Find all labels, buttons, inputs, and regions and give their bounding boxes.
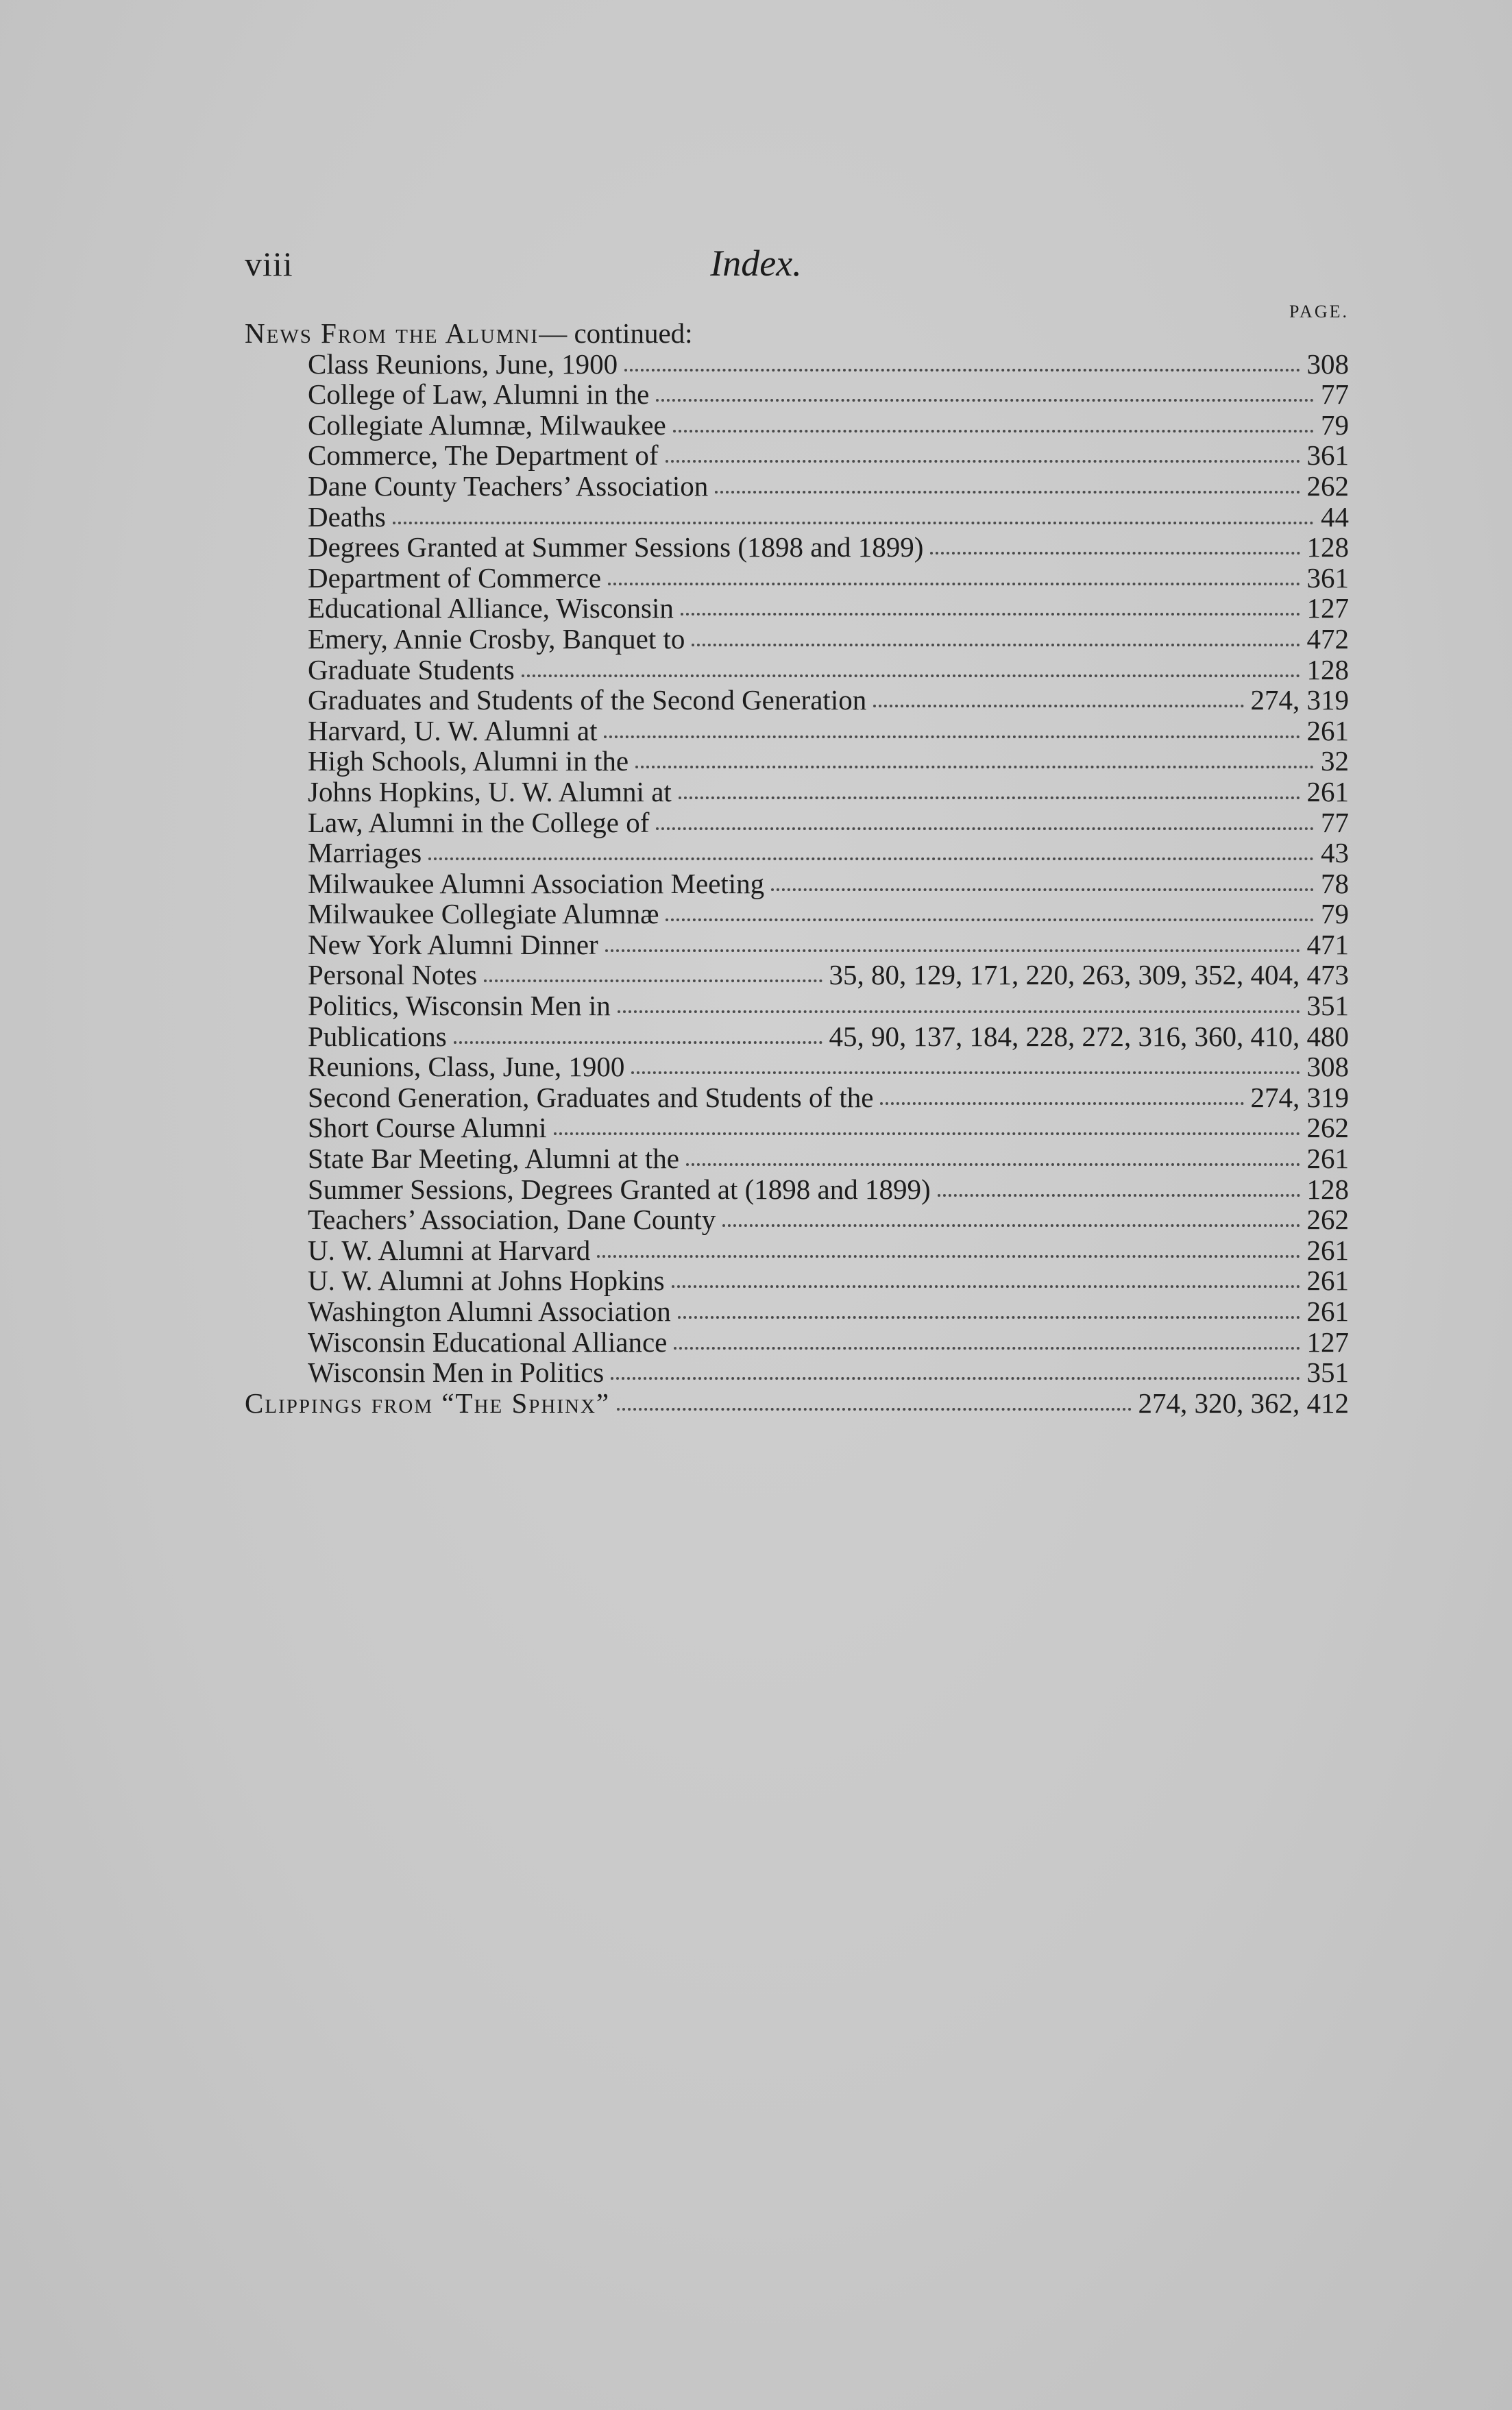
index-entry (245, 624, 1349, 655)
dot-leader (617, 1407, 1131, 1411)
page-folio: viii (245, 245, 293, 283)
index-entry (245, 563, 1349, 594)
index-entry (245, 1021, 1349, 1052)
dot-leader (608, 582, 1300, 585)
dot-leader (673, 429, 1314, 433)
dot-leader (880, 1101, 1243, 1105)
running-title: Index. (710, 243, 802, 284)
entry-label: Milwaukee Alumni Association Meeting (308, 867, 765, 899)
section-heading-label: News From the Alumni (245, 317, 539, 349)
entry-label: Wisconsin Men in Politics (308, 1356, 605, 1389)
entry-pages: 351 (1306, 990, 1349, 1022)
entry-label: U. W. Alumni at Harvard (308, 1234, 591, 1266)
entry-pages: 274, 319 (1250, 1081, 1349, 1113)
entry-pages: 45, 90, 137, 184, 228, 272, 316, 360, 410, 480 (829, 1020, 1349, 1052)
index-entry (245, 349, 1349, 380)
entry-label: College of Law, Alumni in the (308, 378, 650, 411)
entry-label: Washington Alumni Association (308, 1295, 671, 1327)
entry-pages: 261 (1306, 1295, 1349, 1327)
entry-pages: 471 (1306, 928, 1349, 960)
entry-pages: 308 (1306, 1051, 1349, 1083)
index-entry (245, 379, 1349, 410)
index-entry (245, 1296, 1349, 1327)
dot-leader (681, 612, 1300, 616)
final-entry-label: Clippings from “The Sphinx” (245, 1387, 611, 1419)
entry-label: Personal Notes (308, 959, 478, 991)
entry-pages: 274, 319 (1250, 684, 1349, 716)
index-entries (245, 318, 1349, 1418)
entry-pages: 261 (1306, 775, 1349, 807)
index-entry (245, 502, 1349, 533)
dot-leader (679, 796, 1300, 799)
entry-pages: 262 (1306, 1112, 1349, 1144)
index-entry (245, 899, 1349, 929)
entry-label: Publications (308, 1020, 447, 1052)
dot-leader (554, 1132, 1300, 1135)
index-entry (245, 1051, 1349, 1082)
entry-label: Johns Hopkins, U. W. Alumni at (308, 775, 672, 807)
entry-pages: 35, 80, 129, 171, 220, 263, 309, 352, 404, 473 (829, 959, 1349, 991)
entry-pages: 77 (1321, 806, 1349, 838)
entry-pages: 32 (1321, 745, 1349, 777)
entry-pages: 43 (1321, 837, 1349, 869)
index-entry (245, 716, 1349, 746)
entry-label: Commerce, The Department of (308, 439, 659, 472)
entry-label: High Schools, Alumni in the (308, 745, 629, 777)
dot-leader (656, 398, 1314, 402)
dot-leader (605, 949, 1300, 952)
dot-leader (930, 551, 1300, 555)
index-entry (245, 685, 1349, 716)
section-heading-suffix: — continued: (539, 317, 693, 349)
entry-pages: 261 (1306, 1265, 1349, 1297)
index-entry (245, 532, 1349, 563)
dot-leader (686, 1163, 1300, 1166)
entry-label: Politics, Wisconsin Men in (308, 990, 611, 1022)
entry-pages: 77 (1321, 378, 1349, 411)
dot-leader (666, 459, 1300, 463)
entry-label: Dane County Teachers’ Association (308, 470, 709, 502)
index-entry (245, 655, 1349, 685)
entry-label: Class Reunions, June, 1900 (308, 348, 618, 380)
dot-leader (428, 857, 1314, 860)
dot-leader (722, 1224, 1300, 1227)
index-entry (245, 1204, 1349, 1235)
entry-pages: 351 (1306, 1356, 1349, 1389)
index-entry (245, 746, 1349, 777)
dot-leader (635, 765, 1314, 768)
index-entry (245, 868, 1349, 899)
index-entry (245, 1112, 1349, 1143)
dot-leader (393, 521, 1314, 524)
index-entry (245, 960, 1349, 990)
entry-label: U. W. Alumni at Johns Hopkins (308, 1265, 665, 1297)
dot-leader (672, 1285, 1300, 1288)
dot-leader (624, 368, 1300, 372)
entry-label: Short Course Alumni (308, 1112, 547, 1144)
index-entry (245, 807, 1349, 838)
dot-leader (873, 704, 1243, 707)
dot-leader (678, 1315, 1300, 1319)
dot-leader (522, 674, 1300, 677)
index-entry (245, 838, 1349, 868)
entry-label: Graduate Students (308, 653, 515, 685)
entry-pages: 472 (1306, 622, 1349, 655)
entry-pages: 308 (1306, 348, 1349, 380)
dot-leader (692, 643, 1300, 646)
entry-label: Deaths (308, 500, 386, 533)
dot-leader (631, 1071, 1300, 1074)
index-entry (245, 1082, 1349, 1113)
entry-pages: 78 (1321, 867, 1349, 899)
dot-leader (597, 1254, 1300, 1258)
final-entry (245, 1388, 1349, 1419)
dot-leader (611, 1376, 1300, 1380)
entry-label: Graduates and Students of the Second Generation (308, 684, 867, 716)
dot-leader (656, 827, 1314, 830)
entry-label: Harvard, U. W. Alumni at (308, 714, 598, 746)
entry-label: Degrees Granted at Summer Sessions (1898 and 1899) (308, 531, 924, 563)
final-entry-pages: 274, 320, 362, 412 (1138, 1387, 1349, 1419)
entry-pages: 261 (1306, 1143, 1349, 1175)
entry-label: Reunions, Class, June, 1900 (308, 1051, 625, 1083)
entry-pages: 261 (1306, 1234, 1349, 1266)
index-entry (245, 990, 1349, 1021)
index-entry (245, 440, 1349, 471)
index-entry (245, 1357, 1349, 1388)
index-entry (245, 1174, 1349, 1205)
dot-leader (715, 490, 1300, 494)
entry-label: Wisconsin Educational Alliance (308, 1326, 668, 1358)
entry-label: Milwaukee Collegiate Alumnæ (308, 898, 659, 930)
index-entry (245, 1143, 1349, 1174)
dot-leader (604, 735, 1300, 738)
index-entry (245, 1235, 1349, 1266)
dot-leader (454, 1040, 822, 1044)
entry-label: Marriages (308, 837, 422, 869)
dot-leader (771, 888, 1314, 891)
index-entry (245, 1265, 1349, 1296)
section-heading (245, 318, 1349, 349)
entry-pages: 128 (1306, 1173, 1349, 1205)
index-entry (245, 410, 1349, 441)
entry-pages: 361 (1306, 561, 1349, 594)
index-entry (245, 471, 1349, 502)
entry-pages: 127 (1306, 592, 1349, 624)
entry-list (245, 349, 1349, 1388)
index-entry (245, 777, 1349, 807)
entry-pages: 262 (1306, 1204, 1349, 1236)
entry-label: Second Generation, Graduates and Students of the (308, 1081, 874, 1113)
entry-pages: 262 (1306, 470, 1349, 502)
entry-label: Teachers’ Association, Dane County (308, 1204, 716, 1236)
entry-label: Collegiate Alumnæ, Milwaukee (308, 409, 666, 441)
entry-pages: 79 (1321, 898, 1349, 930)
entry-pages: 361 (1306, 439, 1349, 472)
dot-leader (618, 1010, 1300, 1013)
entry-label: Emery, Annie Crosby, Banquet to (308, 622, 685, 655)
index-entry (245, 1327, 1349, 1358)
dot-leader (484, 979, 822, 982)
entry-pages: 128 (1306, 531, 1349, 563)
entry-pages: 127 (1306, 1326, 1349, 1358)
dot-leader (674, 1346, 1300, 1350)
entry-pages: 128 (1306, 653, 1349, 685)
entry-pages: 44 (1321, 500, 1349, 533)
entry-label: State Bar Meeting, Alumni at the (308, 1143, 680, 1175)
entry-label: Department of Commerce (308, 561, 602, 594)
entry-label: Summer Sessions, Degrees Granted at (1898 and 1899) (308, 1173, 931, 1205)
dot-leader (666, 918, 1314, 921)
dot-leader (938, 1193, 1300, 1197)
index-entry (245, 929, 1349, 960)
page-column-label: PAGE. (1289, 302, 1349, 321)
entry-label: New York Alumni Dinner (308, 928, 598, 960)
entry-pages: 261 (1306, 714, 1349, 746)
index-entry (245, 593, 1349, 624)
entry-pages: 79 (1321, 409, 1349, 441)
entry-label: Educational Alliance, Wisconsin (308, 592, 674, 624)
entry-label: Law, Alumni in the College of (308, 806, 650, 838)
